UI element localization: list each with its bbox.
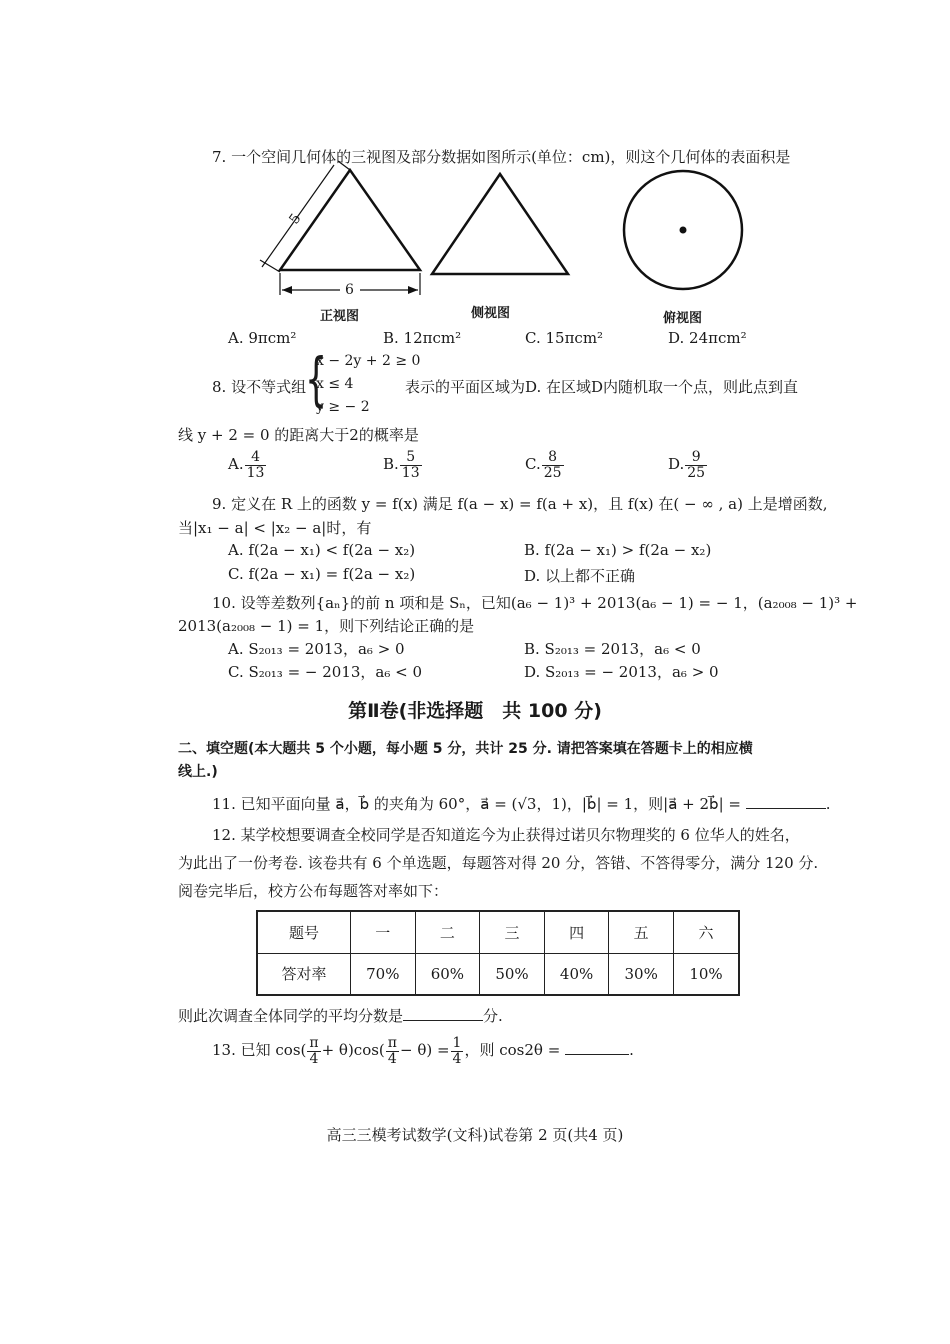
table-cell: 60% <box>415 953 480 995</box>
q13-answer-blank[interactable] <box>565 1040 629 1055</box>
q10-option-d: D. S₂₀₁₃ = − 2013，a₆ > 0 <box>524 663 719 681</box>
table-header-row <box>257 911 739 953</box>
table-cell: 五 <box>609 911 674 953</box>
q8-option-b: B. $\frac{5}{13}$ <box>383 449 420 481</box>
q7-option-d: D. 24πcm² <box>668 329 747 347</box>
q12-line1: 12. 某学校想要调查全校同学是否知道迄今为止获得过诺贝尔物理奖的 6 位华人的姓名， <box>212 826 800 844</box>
q9-option-b: B. f(2a − x₁) > f(2a − x₂) <box>524 541 712 559</box>
q10-line2: 2013(a₂₀₀₈ − 1) = 1，则下列结论正确的是 <box>178 617 475 635</box>
answer-rate-table <box>256 910 740 996</box>
q10-line1: 10. 设等差数列{aₙ}的前 n 项和是 Sₙ，已知(a₆ − 1)³ + 2013(a₆ − 1) = − 1，(a₂₀₀₈ − 1)³ + <box>212 594 858 612</box>
q7-option-b: B. 12πcm² <box>383 329 462 347</box>
table-row <box>257 953 739 995</box>
top-view-center-dot <box>680 227 687 234</box>
q10-option-b: B. S₂₀₁₃ = 2013，a₆ < 0 <box>524 640 701 658</box>
table-cell: 30% <box>609 953 674 995</box>
side-view-caption: 侧视图 <box>471 306 511 321</box>
q8-inequality-2: x ≤ 4 <box>316 376 354 392</box>
q8-inequality-1: x − 2y + 2 ≥ 0 <box>316 353 421 369</box>
q8-stem-line2: 线 y + 2 = 0 的距离大于2的概率是 <box>178 426 419 444</box>
q8-inequality-3: y ≥ − 2 <box>316 399 370 415</box>
top-view-caption: 俯视图 <box>663 311 703 326</box>
q11-answer-blank[interactable] <box>746 794 826 809</box>
fill-in-instructions-line2: 线上.) <box>178 764 218 780</box>
q11: 11. 已知平面向量 a⃗，b⃗ 的夹角为 60°，a⃗ = (√3，1)，|b⃗| = 1，则|a⃗ + 2b⃗| = . <box>212 795 831 813</box>
q12-line2: 为此出了一份考卷. 该卷共有 6 个单选题，每题答对得 20 分，答错、不答得零分，满分 120 分. <box>178 854 819 872</box>
q8-system-brace: { <box>305 345 328 413</box>
table-cell: 二 <box>415 911 480 953</box>
table-cell: 题号 <box>257 911 351 953</box>
q9-line1: 9. 定义在 R 上的函数 y = f(x) 满足 f(a − x) = f(a + x)，且 f(x) 在( − ∞ , a) 上是增函数, <box>212 495 828 513</box>
table-cell: 70% <box>351 953 416 995</box>
table-cell: 10% <box>673 953 739 995</box>
q8-option-c: C. $\frac{8}{25}$ <box>525 449 562 481</box>
q8-stem-tail: 表示的平面区域为D. 在区域D内随机取一个点，则此点到直 <box>405 378 799 396</box>
fill-in-instructions-line1: 二、填空题(本大题共 5 个小题，每小题 5 分，共计 25 分. 请把答案填在答题卡上的相应横 <box>178 741 753 757</box>
q12-line3: 阅卷完毕后，校方公布每题答对率如下： <box>178 882 449 900</box>
table-cell: 答对率 <box>257 953 351 995</box>
q13: 13. 已知 cos( $\frac{\pi}{4}$ + θ)cos( $\frac{\pi}{4}$ − θ) = $\frac{1}{4}$ ，则 cos2θ = . <box>212 1035 634 1067</box>
q10-option-a: A. S₂₀₁₃ = 2013，a₆ > 0 <box>228 640 405 658</box>
section-2-title: 第Ⅱ卷(非选择题 共 100 分) <box>348 700 602 722</box>
q9-option-d: D. 以上都不正确 <box>524 567 636 585</box>
front-view-caption: 正视图 <box>320 309 360 324</box>
q12-average-line: 则此次调查全体同学的平均分数是 分. <box>178 1007 503 1025</box>
slant-label: 5 <box>286 210 305 228</box>
table-cell: 一 <box>351 911 416 953</box>
page-footer: 高三三模考试数学(文科)试卷第 2 页(共4 页) <box>326 1126 624 1144</box>
q7-option-c: C. 15πcm² <box>525 329 604 347</box>
side-view-triangle <box>432 174 568 274</box>
q10-option-c: C. S₂₀₁₃ = − 2013，a₆ < 0 <box>228 663 423 681</box>
table-cell: 三 <box>480 911 545 953</box>
q8-option-d: D. $\frac{9}{25}$ <box>668 449 706 481</box>
q8-option-a: A. $\frac{4}{13}$ <box>228 449 265 481</box>
table-cell: 四 <box>544 911 609 953</box>
table-cell: 50% <box>480 953 545 995</box>
q7-option-a: A. 9πcm² <box>228 329 297 347</box>
q11-text: 11. 已知平面向量 a⃗，b⃗ 的夹角为 60°，a⃗ = (√3，1)，|b⃗| = 1，则|a⃗ + 2b⃗| = <box>212 795 741 813</box>
q7-stem: 7. 一个空间几何体的三视图及部分数据如图所示(单位：cm)，则这个几何体的表面积是 <box>212 148 791 166</box>
q9-line2: 当|x₁ − a| < |x₂ − a|时，有 <box>178 519 372 537</box>
base-label: 6 <box>345 282 354 298</box>
q9-option-c: C. f(2a − x₁) = f(2a − x₂) <box>228 565 416 583</box>
q8-prefix: 8. 设不等式组 <box>212 378 307 396</box>
q12-answer-blank[interactable] <box>403 1006 483 1021</box>
table-cell: 40% <box>544 953 609 995</box>
q9-option-a: A. f(2a − x₁) < f(2a − x₂) <box>228 541 416 559</box>
table-cell: 六 <box>673 911 739 953</box>
